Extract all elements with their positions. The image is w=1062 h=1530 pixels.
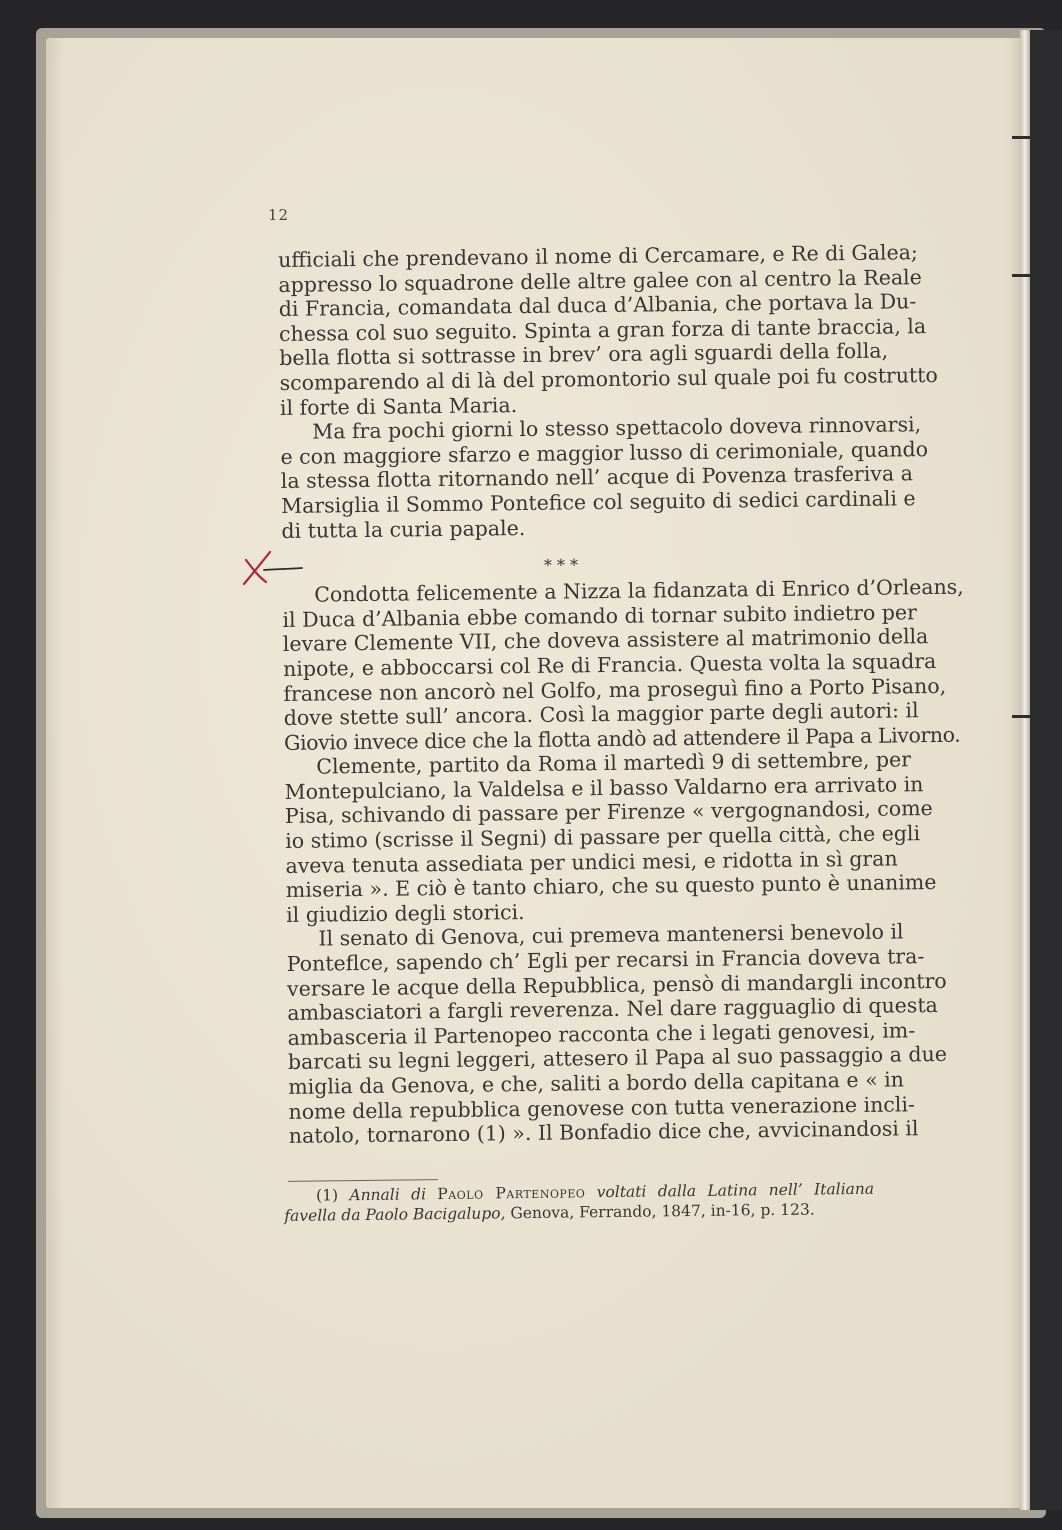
footnote-title: favella da Paolo Bacigalupo, bbox=[284, 1204, 506, 1225]
text-line: Marsiglia il Sommo Pontefice col seguito di sedici cardinali e bbox=[281, 486, 916, 518]
text-line: Ponteflce, sapendo ch’ Egli per recarsi in Francia doveva tra- bbox=[286, 944, 925, 976]
text-line: il Duca d’Albania ebbe comando di tornar subito indietro per bbox=[282, 599, 917, 632]
footnote-title: voltati dalla Latina nell’ Italiana bbox=[596, 1179, 875, 1202]
page-edge-tab bbox=[1012, 715, 1034, 718]
text-line: Pisa, schivando di passare per Firenze « vergognandosi, come bbox=[284, 796, 933, 829]
text-line: io stimo (scrisse il Segni) di passare per quella città, che egli bbox=[285, 821, 921, 854]
text-line: bella flotta si sottrasse in brev’ ora agli sguardi della folla, bbox=[279, 338, 889, 371]
page-edge-tab bbox=[1012, 136, 1034, 139]
text-line: di Francia, comandata dal duca d’Albania, che portava la Du- bbox=[278, 289, 917, 322]
text-line: Il senato di Genova, cui premeva mantenersi benevolo il bbox=[318, 919, 904, 951]
section-break-asterisks: * * * bbox=[543, 555, 579, 575]
text-line: chessa col suo seguito. Spinta a gran forza di tante braccia, la bbox=[278, 313, 927, 346]
text-line: appresso lo squadrone delle altre galee con al centro la Reale bbox=[278, 264, 922, 297]
footnote bbox=[284, 1179, 874, 1226]
section-break bbox=[282, 536, 874, 583]
paragraph bbox=[286, 919, 948, 1149]
scan-edge-strip bbox=[1030, 30, 1062, 1510]
text-line: Giovio invece dice che la flotta andò ad attendere il Papa a Livorno. bbox=[283, 722, 961, 755]
text-line: francese non ancorò nel Golfo, ma proseguì fino a Porto Pisano, bbox=[283, 673, 947, 706]
paragraph bbox=[282, 574, 964, 755]
text-line: e con maggiore sfarzo e maggior lusso di cerimoniale, quando bbox=[280, 436, 929, 469]
page-gutter bbox=[1020, 30, 1030, 1510]
paragraph bbox=[280, 412, 929, 543]
handwritten-x-mark bbox=[236, 548, 306, 588]
text-line: barcati su legni leggeri, attesero il Papa al suo passaggio a due bbox=[287, 1042, 948, 1075]
paragraph bbox=[284, 747, 937, 927]
text-line: di tutta la curia papale. bbox=[281, 515, 526, 543]
footnote-marker: (1) bbox=[316, 1186, 339, 1205]
text-line: ufficiali che prendevano il nome di Cercamare, e Re di Galea; bbox=[278, 240, 918, 272]
text-line: miglia da Genova, e che, saliti a bordo della capitana e « in bbox=[288, 1067, 905, 1099]
text-line: il giudizio degli storici. bbox=[286, 899, 525, 927]
text-line: aveva tenuta assediata per undici mesi, e ridotta in sì gran bbox=[285, 846, 898, 878]
text-line: miseria ». E ciò è tanto chiaro, che su questo punto è unanime bbox=[285, 870, 937, 903]
text-line: dove stette sull’ ancora. Così la maggior parte degli autori: il bbox=[283, 698, 919, 731]
text-line: Ma fra pochi giorni lo stesso spettacolo doveva rinnovarsi, bbox=[312, 412, 922, 444]
text-line: ambasceria il Partenopeo racconta che i legati genovesi, im- bbox=[287, 1018, 916, 1050]
body-text bbox=[278, 240, 964, 1149]
text-line: Condotta felicemente a Nizza la fidanzata di Enrico d’Orleans, bbox=[314, 574, 964, 607]
text-line: levare Clemente VII, che doveva assistere al matrimonio della bbox=[282, 624, 929, 657]
paragraph bbox=[278, 240, 938, 420]
text-line: scomparendo al di là del promontorio sul quale poi fu costrutto bbox=[279, 362, 938, 395]
text-line: nome della repubblica genovese con tutta venerazione incli- bbox=[288, 1091, 916, 1124]
footnote-imprint: Genova, Ferrando, 1847, in-16, p. 123. bbox=[510, 1200, 815, 1223]
text-line: Clemente, partito da Roma il martedì 9 di settembre, per bbox=[316, 747, 912, 779]
text-line: ambasciatori a fargli reverenza. Nel dare ragguaglio di questa bbox=[287, 993, 938, 1026]
text-line: la stessa flotta ritornando nell’ acque di Povenza trasferiva a bbox=[280, 461, 913, 494]
text-line: versare le acque della Repubblica, pensò di mandargli incontro bbox=[286, 968, 947, 1001]
page-edge-tab bbox=[1012, 274, 1034, 277]
page-number: 12 bbox=[268, 206, 290, 224]
text-line: nipote, e abboccarsi col Re di Francia. Questa volta la squadra bbox=[282, 648, 937, 681]
footnote-author: Paolo Partenopeo bbox=[437, 1183, 586, 1204]
footnote-title: Annali di bbox=[349, 1185, 427, 1205]
text-line: il forte di Santa Maria. bbox=[279, 392, 518, 420]
text-line: Montepulciano, la Valdelsa e il basso Valdarno era arrivato in bbox=[284, 772, 924, 804]
text-line: natolo, tornarono (1) ». Il Bonfadio dice che, avvicinandosi il bbox=[288, 1116, 919, 1149]
